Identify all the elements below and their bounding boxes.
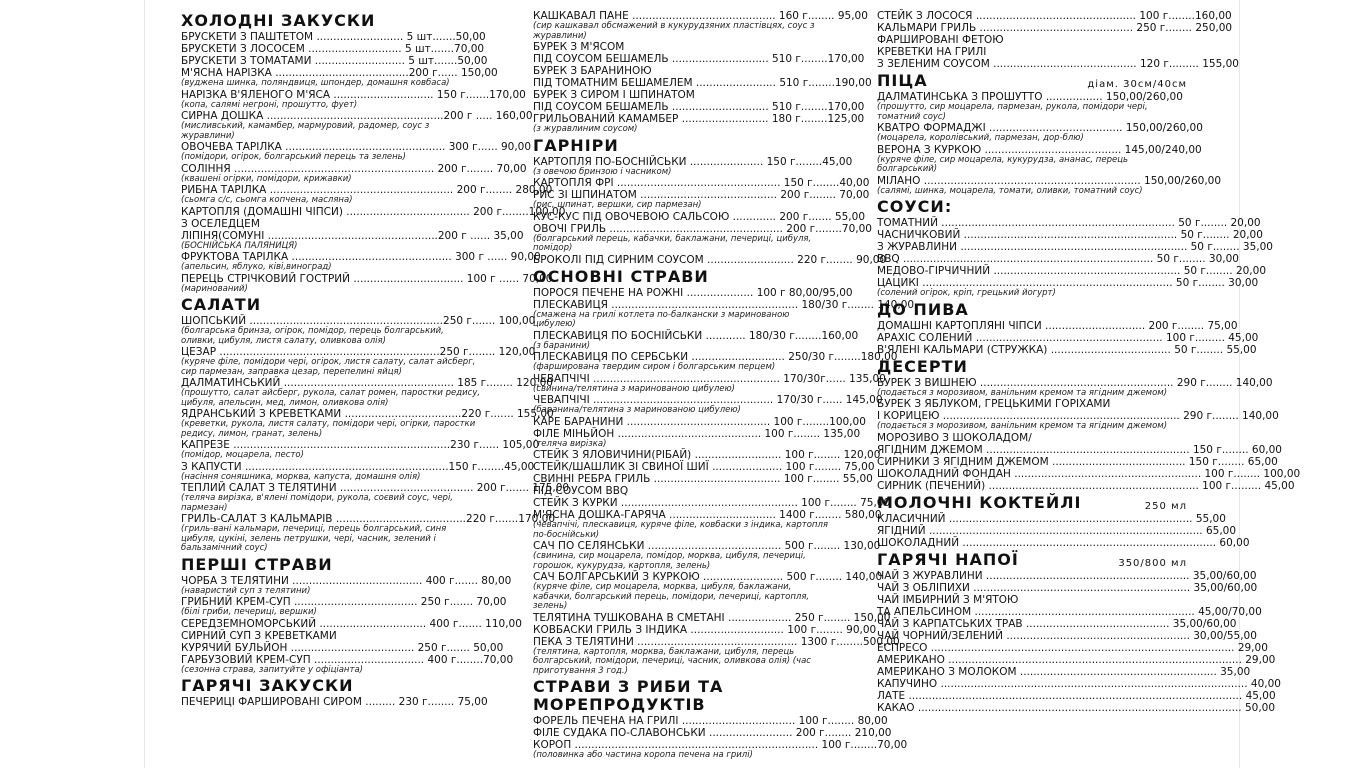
menu-item: КОВБАСКИ ГРИЛЬ З ІНДИКА ............................ 100 г........ 90,00: [533, 623, 877, 636]
menu-item: КАРЕ БАРАНИНИ ........................................... 100 г........100,00: [533, 415, 866, 428]
menu-item: СИРНИКИ З ЯГІДНИМ ДЖЕМОМ ........................................ 150 г........ 65,00: [877, 455, 1278, 468]
menu-item: ТА АПЕЛЬСИНОМ .................................................................. 45,00/70,00: [877, 605, 1262, 618]
menu-item: ПЕРЕЦЬ СТРІЧКОВИЙ ГОСТРИЙ ................................. 100 г ...... 70,00: [181, 272, 553, 285]
section-title: [181, 12, 481, 30]
menu-item-description: (чевапчічі, плескавиця, куряче філе, ковбаски з індика, картопля по-боснійськи): [533, 520, 829, 540]
menu-item: МОРОЗИВО З ШОКОЛАДОМ/: [877, 431, 1032, 444]
menu-item: М'ЯСНА ДОШКА-ГАРЯЧА ................................ 1400 г........ 580,00: [533, 509, 882, 521]
menu-item-description: (креветки, рукола, листя салату, помідори чері, огірки, паростки редису, лимон, гранат, зелень): [181, 419, 476, 439]
menu-item: БУРЕК З ВИШНЕЮ .......................................................... 290 г........ 140,00: [877, 376, 1273, 389]
menu-page: [144, 0, 1301, 768]
menu-item: ПІД ТОМАТНИМ БЕШАМЕЛЕМ ........................ 510 г........190,00: [533, 77, 872, 89]
menu-item-description: (куряче філе, сир моцарела, морква, цибуля, баклажани, кабачки, болгарський перець, помідори, печериці, картопля, зелень): [533, 582, 810, 611]
menu-item-description: (болгарська бринза, огірок, помідор, перець болгарський, оливки, цибуля, листя салату, оливкова олія): [181, 326, 444, 346]
section-title: [877, 301, 1187, 319]
menu-item-description: (половинка або частина коропа печена на грилі): [533, 750, 753, 760]
menu-item-description: (фарширована твердим сиром і болгарським перцем): [533, 362, 776, 372]
menu-item-description: (білі гриби, печериці, вершки): [181, 607, 317, 617]
menu-item: ЧАЙ З ЖУРАВЛИНИ ............................................................. 35,00/60,00: [877, 569, 1257, 582]
menu-item: ДАЛМАТИНСЬКА З ПРОШУТТО ................. 150,00/260,00: [877, 91, 1183, 103]
menu-item: ТОМАТНИЙ ...................................................................... 50 г........ 20,00: [877, 217, 1261, 229]
menu-item: ОВОЧЕВА ТАРІЛКА ................................................ 300 г...... 90,00: [181, 141, 532, 153]
menu-item-description: (гриль-вані кальмари, печериці, перець болгарський, синя цибуля, цукіні, зелень петрушки, чері, часник, зелений і бальзамічний соус): [181, 524, 447, 553]
menu-item-description: (маринований): [181, 283, 248, 294]
menu-item: ФРУКТОВА ТАРІЛКА ................................................ 300 г ...... 90,00: [181, 251, 541, 263]
menu-item: ЕСПРЕСО ........................................................................................... 29,00: [877, 641, 1268, 654]
menu-item: БУРЕК З ЯБЛУКОМ, ГРЕЦЬКИМИ ГОРІХАМИ: [877, 398, 1111, 410]
menu-item: СИРНА ДОШКА .....................................................200 г ..... 160,00: [181, 110, 533, 122]
menu-item: ГАРБУЗОВИЙ КРЕМ-СУП ................................. 400 г........70,00: [181, 653, 514, 666]
menu-item: ШОКОЛАДНИЙ ФОНДАН ........................................................ 100 г........ 100,00: [877, 467, 1301, 480]
menu-item: РИС ЗІ ШПИНАТОМ ......................................... 200 г........ 70,00: [533, 189, 870, 201]
menu-item: ПЛЕСКАВИЦЯ ПО СЕРБСЬКИ ............................ 250/30 г........180,00: [533, 351, 898, 363]
menu-item-description: (БОСНІЙСЬКА ПАЛЯНИЦЯ): [181, 240, 298, 251]
section-title-text: САЛАТИ: [181, 295, 262, 314]
menu-item: ЧАЙ З ОБЛІПИХИ ................................................................. 35,00/60,00: [877, 581, 1258, 594]
section-title-text: МОЛОЧНІ КОКТЕЙЛІ: [877, 492, 1082, 512]
menu-item: БУРЕК З СИРОМ І ШПИНАТОМ: [533, 89, 695, 101]
menu-item: І КОРИЦЕЮ ....................................................................... 290 г........ 140,00: [877, 410, 1279, 422]
menu-item: САЧ БОЛГАРСЬКИЙ З КУРКОЮ ........................ 500 г........ 140,00: [533, 571, 883, 583]
menu-item-description: (з баранини): [533, 340, 591, 351]
menu-item: ШОКОЛАДНИЙ ............................................................................ 60,00: [877, 536, 1250, 549]
menu-item: ЧОРБА З ТЕЛЯТИНИ ....................................... 400 г....... 80,00: [181, 574, 512, 587]
section-title-text: ДО ПИВА: [877, 299, 969, 319]
section-title-text: ГАРЯЧІ ЗАКУСКИ: [181, 676, 354, 695]
menu-item-description: (помідор, моцарела, песто): [181, 450, 304, 460]
menu-item-description: (солений огірок, кріп, грецький йогурт): [877, 288, 1056, 298]
menu-item-description: (баранина/телятина з маринованою цибулею): [533, 405, 741, 415]
section-title: [181, 677, 481, 695]
menu-item: ПЛЕСКАВИЦЯ ........................................................ 180/30 г........ 140,00: [533, 298, 915, 311]
menu-item: ФІЛЕ СУДАКА ПО-СЛАВОНСЬКИ ......................... 200 г........ 210,00: [533, 727, 892, 739]
menu-item: ЯГІДНИМ ДЖЕМОМ ............................................................. 150 г........ 60,00: [877, 443, 1282, 456]
menu-item-description: (куряче філе, сир моцарела, кукурудза, ананас, перець болгарський): [877, 154, 1128, 174]
menu-item-description: (насіння соняшника, морква, капуста, домашня олія): [181, 471, 421, 482]
menu-item: КУС-КУС ПІД ОВОЧЕВОЮ САЛЬСОЮ ............. 200 г....... 55,00: [533, 210, 866, 223]
menu-item: СТЕЙК З КУРКИ ..................................................... 100 г........ 75,00: [533, 497, 891, 509]
menu-item: КОРОП ......................................................................... 100 г........70,00: [533, 739, 908, 751]
menu-item: ЧЕВАПЧІЧІ ...................................................... 170/30 г...... 145,00: [533, 394, 883, 406]
section-title-text: ПЕРШІ СТРАВИ: [181, 554, 333, 574]
menu-item-description: (прошутто, сир моцарела, пармезан, рукола, помідори чері, томатний соус): [877, 102, 1148, 122]
menu-item: БРУСКЕТИ З ЛОСОСЕМ ............................ 5 шт.......70,00: [181, 43, 485, 55]
menu-item: МЕДОВО-ГІРЧИЧНИЙ ........................................................ 50 г........ 20,00: [877, 265, 1267, 277]
menu-item: ОВОЧІ ГРИЛЬ .................................................... 200 г........70,00: [533, 222, 872, 235]
section-title: [877, 494, 1187, 512]
menu-item-description: (болгарський перець, кабачки, баклажани, печериці, цибуля, помідор): [533, 233, 812, 253]
menu-item: ЧАЙ З КАРПАТСЬКИХ ТРАВ ........................................... 35,00/60,00: [877, 617, 1237, 630]
menu-item: BBQ ........................................................................... 50 г........ 30,00: [877, 253, 1239, 265]
section-title-text: ГАРНІРИ: [533, 135, 619, 155]
section-title-text: ГАРЯЧІ НАПОЇ: [877, 549, 1019, 569]
menu-item: КЛАСИЧНИЙ ......................................................................... 55,00: [877, 512, 1226, 525]
menu-item: ВЕРОНА З КУРКОЮ ......................................... 145,00/240,00: [877, 143, 1202, 156]
menu-item: КАПРЕЗЕ .................................................................230 г...... 105,00: [181, 439, 540, 451]
menu-item: ПОРОСЯ ПЕЧЕНЕ НА РОЖНІ .................... 100 г 80,00/95,00: [533, 286, 853, 299]
menu-item-description: (вуджена шинка, поляндвиця, шпондер, домашня ковбаса): [181, 78, 450, 88]
menu-item: ШОПСЬКИЙ ..........................................................250 г....... 100,00: [181, 315, 536, 327]
menu-item: З ОСЕЛЕДЦЕМ: [181, 217, 260, 230]
menu-item: ГРИЛЬОВАНИЙ КАМАМБЕР .......................... 180 г........125,00: [533, 113, 865, 125]
menu-item: БРОКОЛІ ПІД СИРНИМ СОУСОМ .......................... 220 г........ 90,00: [533, 253, 887, 266]
section-title-text: СТРАВИ З РИБИ ТА МОРЕПРОДУКТІВ: [533, 677, 724, 714]
menu-item-description: (свинина/телятина з маринованою цибулею): [533, 383, 735, 394]
menu-item-description: (подається з морозивом, ванільним кремом та ягідним джемом): [877, 387, 1168, 398]
menu-item: КАПУЧИНО ............................................................................................ 40,00: [877, 677, 1281, 690]
menu-item: АРАХІС СОЛЕНИЙ ........................................................ 100 г......... 45,00: [877, 331, 1259, 344]
menu-item: ПЕЧЕРИЦІ ФАРШИРОВАНІ СИРОМ ......... 230 г........ 75,00: [181, 696, 488, 708]
menu-item: КАЛЬМАРИ ГРИЛЬ .............................................. 250 г........ 250,00: [877, 22, 1233, 34]
menu-item: АМЕРИКАНО З МОЛОКОМ ........................................................... 35,00: [877, 665, 1251, 678]
menu-item: ФОРЕЛЬ ПЕЧЕНА НА ГРИЛІ .................................. 100 г........ 80,00: [533, 715, 888, 727]
menu-item-description: (мисливський, камамбер, мармуровий, радомер, соус з журавлини): [181, 121, 430, 141]
menu-item: ЧЕВАПЧІЧІ ........................................................ 170/30г...... 135,00: [533, 372, 886, 385]
menu-item: СЕРЕДЗЕМНОМОРСЬКИЙ ................................ 400 г....... 110,00: [181, 617, 522, 630]
menu-item: ПЛЕСКАВИЦЯ ПО БОСНІЙСЬКИ ............ 180/30 г........160,00: [533, 329, 859, 342]
menu-item: КАРТОПЛЯ ПО-БОСНІЙСЬКИ ...................... 150 г........45,00: [533, 155, 853, 168]
menu-item: ДОМАШНІ КАРТОПЛЯНІ ЧІПСИ .............................. 200 г........ 75,00: [877, 319, 1238, 332]
section-title-text: ХОЛОДНІ ЗАКУСКИ: [181, 11, 376, 30]
section-title-text: ДЕСЕРТИ: [877, 356, 968, 376]
menu-item: СТЕЙК З ЯЛОВИЧИНИ(РІБАЙ) .......................... 100 г........ 120,00: [533, 449, 881, 461]
menu-item-description: (теляча вирізка): [533, 438, 607, 449]
section-title: [181, 296, 481, 314]
menu-item: ЛАТЕ .................................................................................................... 45,00: [877, 689, 1276, 702]
menu-item: ЛІПІНЯ(СОМУНІ ...................................................200 г ...... 35,00: [181, 229, 524, 242]
menu-item-description: (куряче філе, помідори чері, огірок, листя салату, салат айсберг, сир пармезан, заправка цезар, перепелині яйця): [181, 357, 476, 377]
menu-item: МІЛАНО ................................................................. 150,00/260,00: [877, 174, 1222, 187]
menu-item: КУРЯЧИЙ БУЛЬЙОН ..................................... 250 г....... 50,00: [181, 641, 504, 654]
menu-item: БРУСКЕТИ З ПАШТЕТОМ .......................... 5 шт.......50,00: [181, 31, 486, 43]
section-title-text: СОУСИ:: [877, 197, 953, 216]
menu-item-description: (наваристий суп з телятини): [181, 585, 311, 596]
menu-item: ДАЛМАТИНСЬКИЙ ................................................... 185 г........ 120,00: [181, 377, 553, 389]
section-extra: 250 мл: [1144, 500, 1187, 512]
menu-item: М'ЯСНА НАРІЗКА ........................................200 г...... 150,00: [181, 67, 498, 79]
section-title: [877, 358, 1187, 376]
section-extra: діам. 30см/40см: [1087, 79, 1187, 90]
menu-item: СИРНИЙ СУП З КРЕВЕТКАМИ: [181, 629, 337, 642]
menu-item: ГРИЛЬ-САЛАТ З КАЛЬМАРІВ .......................................220 г.......170,00: [181, 513, 556, 525]
menu-item: ЯДРАНСЬКИЙ З КРЕВЕТКАМИ ...................................220 г....... 155,00: [181, 408, 554, 420]
menu-item-description: (з овечою бринзою і часником): [533, 166, 672, 177]
menu-item: БУРЕК З БАРАНИНОЮ: [533, 65, 652, 77]
menu-item: СТЕЙК З ЛОСОСЯ ................................................ 100 г........160,00: [877, 10, 1232, 22]
menu-item: РИБНА ТАРІЛКА ....................................................... 200 г........ 280,00: [181, 184, 553, 196]
section-extra: 350/800 мл: [1118, 557, 1187, 569]
menu-item: КАРТОПЛЯ ФРІ ................................................. 150 г........40,00: [533, 177, 870, 189]
menu-item: ЧАЙ ІМБИРНИЙ З М'ЯТОЮ: [877, 593, 1019, 606]
menu-item: ТЕЛЯТИНА ТУШКОВАНА В СМЕТАНІ ................... 250 г........ 150,00: [533, 611, 891, 624]
section-title: [877, 551, 1187, 569]
menu-item-description: (прошутто, салат айсберг, рукола, салат ромен, паростки редису, цибуля, апельсин, мед, лимон, оливкова олія): [181, 388, 481, 408]
section-title-text: ОСНОВНІ СТРАВИ: [533, 266, 709, 286]
section-title: [533, 268, 833, 286]
menu-item: КАКАО ................................................................................................. 50,00: [877, 701, 1276, 714]
menu-item-description: (салямі, шинка, моцарела, томати, оливки, томатний соус): [877, 185, 1143, 196]
section-title: [877, 72, 1187, 90]
menu-item: З КАПУСТИ .............................................................150 г........45,00: [181, 460, 535, 473]
menu-item: ПЕКА З ТЕЛЯТИНИ ................................................ 1300 г........500,00: [533, 635, 900, 648]
section-title: [181, 556, 481, 574]
menu-item: СВИННІ РЕБРА ГРИЛЬ ...................................... 100 г........ 55,00: [533, 473, 873, 485]
section-title: [533, 137, 833, 155]
menu-item: ЧАСНИЧКОВИЙ ................................................................ 50 г........ 20,00: [877, 229, 1263, 241]
menu-item-description: (сир кашкавал обсмажений в кукурудзяних пластівцях, соус з журавлини): [533, 21, 815, 41]
menu-item: З ЗЕЛЕНИМ СОУСОМ ........................................... 120 г......... 155,00: [877, 58, 1239, 70]
menu-item-description: (з журавлиним соусом): [533, 124, 638, 134]
menu-item: КАРТОПЛЯ (ДОМАШНІ ЧІПСИ) ..................................... 200 г........100,00: [181, 205, 566, 218]
menu-item: САЧ ПО СЕЛЯНСЬКИ ........................................ 500 г........ 130,00: [533, 540, 881, 552]
menu-item-description: (апельсин, яблуко, ківі,виноград): [181, 262, 332, 272]
menu-item-description: (моцарела, королівський, пармезан, дор-блю): [877, 133, 1084, 143]
menu-item: В'ЯЛЕНІ КАЛЬМАРИ (СТРУЖКА) .................................... 50 г........ 55,00: [877, 343, 1257, 356]
menu-item: ГРИБНИЙ КРЕМ-СУП ..................................... 250 г....... 70,00: [181, 596, 507, 608]
section-title: [533, 678, 833, 714]
menu-item: ЦЕЗАР ..................................................................250 г........ 120,00: [181, 346, 536, 358]
menu-item-description: (свинина, сир моцарела, помідор, морква, цибуля, печериці, горошок, кукурудза, картопля, зелень): [533, 551, 806, 571]
menu-item-description: (сезонна страва, запитуйте у офіціанта): [181, 664, 363, 675]
menu-item-description: (помідори, огірок, болгарський перець та зелень): [181, 152, 406, 162]
menu-item: АМЕРИКАНО ........................................................................................ 29,00: [877, 653, 1276, 666]
menu-item: СОЛІННЯ ............................................................ 200 г........ 70,00: [181, 162, 527, 175]
menu-item: БУРЕК З М'ЯСОМ: [533, 41, 625, 53]
menu-item: СТЕЙК/ШАШЛИК ЗІ СВИНОЇ ШИЇ ..................... 100 г........ 75,00: [533, 461, 875, 473]
menu-item: ЯГІДНИЙ .................................................................................. 65,00: [877, 524, 1237, 537]
menu-item-description: (рис, шпинат, вершки, сир пармезан): [533, 200, 702, 210]
section-title: [877, 198, 1187, 216]
menu-item: КРЕВЕТКИ НА ГРИЛІ: [877, 46, 987, 58]
menu-item-description: (квашені огірки, помідори, крижавки): [181, 173, 352, 184]
menu-item: ТЕПЛИЙ САЛАТ З ТЕЛЯТИНИ ........................................ 200 г....... 175,00: [181, 482, 570, 494]
menu-item: З ЖУРАВЛИНИ .................................................................... 50 г........ 35,00: [877, 241, 1273, 253]
menu-item-description: (смажена на грилі котлета по-балкански з маринованою цибулею): [533, 309, 790, 329]
menu-item: НАРІЗКА В'ЯЛЕНОГО М'ЯСА .............................. 150 г.......170,00: [181, 88, 526, 101]
menu-item: ЧАЙ ЧОРНИЙ/ЗЕЛЕНИЙ ....................................................... 30,00/55,00: [877, 629, 1257, 642]
menu-item: КАШКАВАЛ ПАНЕ ........................................... 160 г........ 95,00: [533, 10, 868, 22]
menu-item: СИРНИК (ПЕЧЕНИЙ) ............................................................... 100 г......... 45,00: [877, 479, 1295, 492]
menu-item-description: (сьомга с/с, сьомга копчена, масляна): [181, 195, 353, 205]
menu-item: ПІД СОУСОМ БЕШАМЕЛЬ ............................. 510 г........170,00: [533, 53, 865, 65]
menu-item: ФАРШИРОВАНІ ФЕТОЮ: [877, 34, 1004, 46]
menu-item-description: (копа, салямі негроні, прошутто, фует): [181, 99, 358, 110]
menu-item-description: (телятина, картопля, морква, баклажани, цибуля, перець болгарський, помідори, печериці, часник, оливкова олія) (час приготування 3 год.): [533, 646, 811, 676]
menu-item: ПІД СОУСОМ БЕШАМЕЛЬ ............................. 510 г........170,00: [533, 101, 865, 113]
section-title-text: ПІЦА: [877, 71, 928, 90]
menu-item-description: (подається з морозивом, ванільним кремом та ягідним джемом): [877, 421, 1168, 431]
menu-item-description: (теляча вирізка, в'ялені помідори, рукола, соєвий соус, чері, пармезан): [181, 493, 454, 513]
menu-item: ПІД СОУСОМ BBQ: [533, 485, 629, 497]
menu-item: ЦАЦИКІ ........................................................................... 50 г........ 30,00: [877, 277, 1259, 289]
menu-item: ФІЛЕ МІНЬЙОН ........................................... 100 г........ 135,00: [533, 427, 861, 440]
menu-item: БРУСКЕТИ З ТОМАТАМИ ........................... 5 шт.......50,00: [181, 55, 488, 67]
menu-column-3: [877, 10, 1301, 714]
menu-item: КВАТРО ФОРМАДЖІ ........................................ 150,00/260,00: [877, 122, 1203, 134]
